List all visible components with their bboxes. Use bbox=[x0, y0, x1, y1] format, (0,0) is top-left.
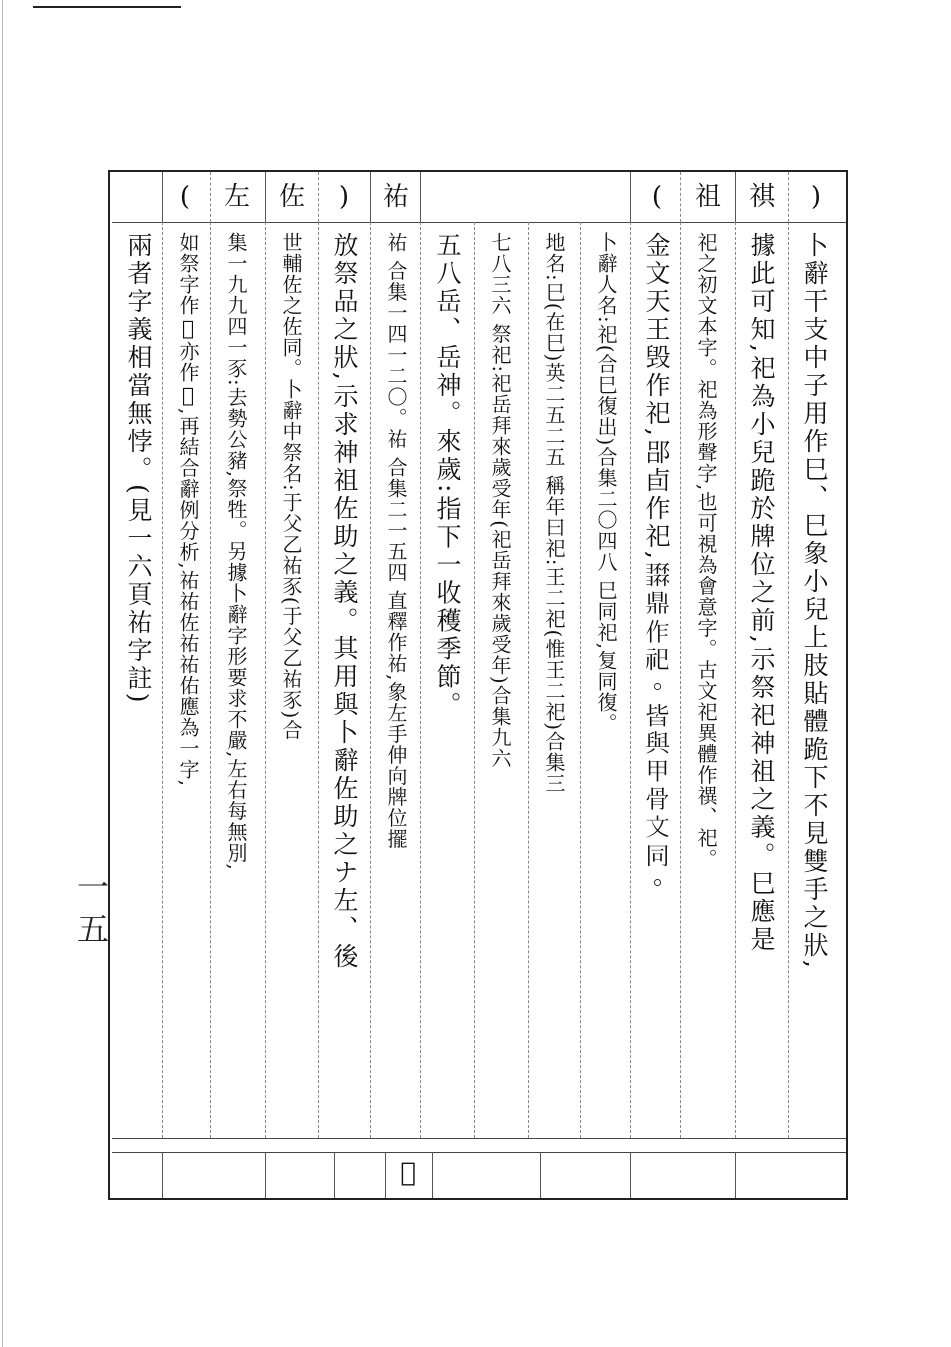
text-column-14: 兩者字義相當無悖。(見一六頁祐字註) bbox=[124, 232, 153, 706]
footer-divider bbox=[630, 1152, 631, 1198]
header-divider bbox=[630, 172, 631, 222]
header-divider bbox=[162, 172, 163, 222]
column-divider bbox=[318, 222, 319, 1138]
header-left-close-paren: ) bbox=[338, 182, 350, 212]
header-right-close-paren: ) bbox=[810, 182, 822, 212]
text-column-11: 世輔佐之佐同。卜辭中祭名:于父乙祐豕(于父乙祐豕)合 bbox=[279, 232, 303, 741]
text-column-6: 地名:巳(在巳)英二五二五 稱年曰祀:王二祀(惟王二祀)合集三 bbox=[542, 232, 566, 795]
header-divider bbox=[788, 172, 789, 222]
text-column-2: 據此可知,祀為小兒跪於牌位之前,示祭祀神祖之義。巳應是 bbox=[747, 232, 776, 954]
footer-divider bbox=[385, 1152, 386, 1198]
page-number: 一五 bbox=[72, 870, 110, 954]
header-left-char-zuo: 左 bbox=[223, 182, 250, 212]
column-divider bbox=[265, 222, 266, 1138]
column-divider bbox=[630, 222, 631, 1138]
header-middle-char: 祐 bbox=[382, 182, 409, 212]
column-divider bbox=[788, 222, 789, 1138]
header-divider bbox=[735, 172, 736, 222]
text-column-13: 如祭字作𣜩亦作𥛂,再結合辭例分析,祐祐佐祐祐佑應為一字, bbox=[176, 232, 200, 788]
header-divider bbox=[318, 172, 319, 222]
footer-divider bbox=[540, 1152, 541, 1198]
column-divider bbox=[420, 222, 421, 1138]
text-column-12: 集一九九四一豕:去勢公豬,祭牲。另據卜辭字形要求不嚴,左右每無別, bbox=[224, 232, 248, 871]
column-divider bbox=[580, 222, 581, 1138]
column-divider bbox=[210, 222, 211, 1138]
page-edge bbox=[2, 0, 3, 1347]
header-divider bbox=[680, 172, 681, 222]
header-left-open-paren: ( bbox=[179, 182, 191, 212]
footer-divider bbox=[432, 1152, 433, 1198]
text-column-4: 金文天王毁作祀,郘卣作祀,𢑽鼎作祀。皆與甲骨文同。 bbox=[642, 232, 671, 898]
header-right-char-qi: 祺 bbox=[748, 182, 775, 212]
text-column-10: 放祭品之狀,示求神祖佐助之義。其用與卜辭佐助之ナ左、後 bbox=[330, 232, 359, 971]
column-divider bbox=[370, 222, 371, 1138]
header-divider bbox=[420, 172, 421, 222]
header-divider bbox=[210, 172, 211, 222]
header-left-char-zuo2: 佐 bbox=[278, 182, 305, 212]
top-rule bbox=[33, 6, 181, 8]
column-divider bbox=[162, 222, 163, 1138]
footer-char: 𢐍 bbox=[400, 1158, 416, 1188]
column-divider bbox=[735, 222, 736, 1138]
text-column-3: 祀之初文本字。祀為形聲字,也可視為會意字。古文祀異體作禩、祀。 bbox=[694, 232, 718, 870]
footer-divider bbox=[334, 1152, 335, 1198]
text-column-8: 五八岳、岳神。來歲:指下一收穫季節。 bbox=[433, 232, 462, 720]
text-column-9: 祐 合集一四一二〇。祐 合集二一五四 直釋作祐,象左手伸向牌位擺 bbox=[384, 232, 408, 850]
column-divider bbox=[528, 222, 529, 1138]
header-right-open-paren: ( bbox=[651, 182, 663, 212]
text-column-5: 卜辭人名:祀(合巳復出)合集二〇四八 巳同祀,复同復。 bbox=[594, 232, 618, 735]
footer-rule-top bbox=[112, 1138, 846, 1139]
footer-divider bbox=[265, 1152, 266, 1198]
text-column-7: 七八三六 祭祀:祀岳拜來歲受年(祀岳拜來歲受年)合集九六 bbox=[488, 232, 512, 769]
footer-divider bbox=[735, 1152, 736, 1198]
header-divider bbox=[265, 172, 266, 222]
column-divider bbox=[680, 222, 681, 1138]
text-column-1: 卜辭干支中子用作巳、巳象小兒上肢貼體跪下不見雙手之狀, bbox=[800, 232, 829, 971]
column-divider bbox=[474, 222, 475, 1138]
header-divider bbox=[370, 172, 371, 222]
header-right-char-zu: 祖 bbox=[694, 182, 721, 212]
footer-divider bbox=[162, 1152, 163, 1198]
